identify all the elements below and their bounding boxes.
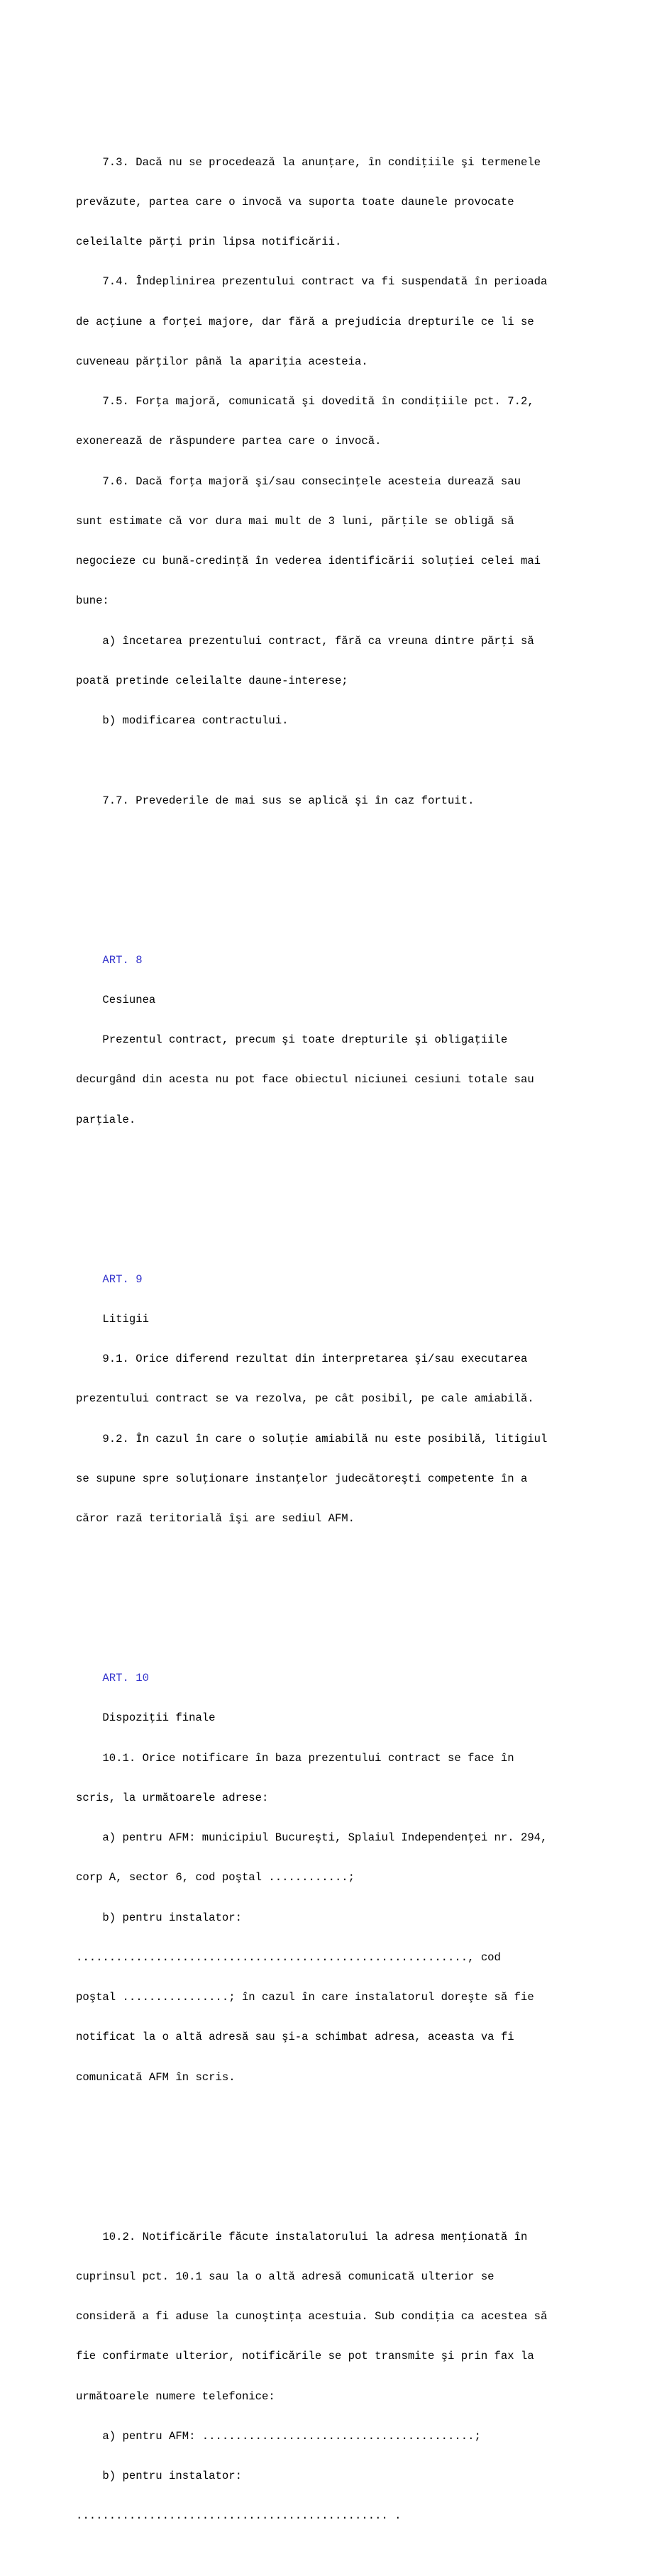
blank-line xyxy=(76,1153,643,1167)
text-line: negocieze cu bună-credinţă în vederea identificării soluţiei celei mai xyxy=(76,555,541,567)
text-line: ............................................... . xyxy=(76,2509,402,2523)
blank-line xyxy=(76,1552,643,1565)
text-line: prevăzute, partea care o invocă va suporta toate daunele provocate xyxy=(76,195,514,209)
text-line: a) pentru AFM: .........................................; xyxy=(76,2429,481,2443)
article-9-title: Litigii xyxy=(76,1312,149,1326)
text-line: Prezentul contract, precum şi toate drepturile şi obligaţiile xyxy=(76,1033,508,1046)
text-line: celeilalte părţi prin lipsa notificării. xyxy=(76,235,342,248)
text-line: a) încetarea prezentului contract, fără ca vreuna dintre părţi să xyxy=(76,634,534,648)
text-line: a) pentru AFM: municipiul Bucureşti, Splaiul Independenţei nr. 294, xyxy=(76,1831,548,1844)
text-line: 10.1. Orice notificare în baza prezentului contract se face în xyxy=(76,1751,514,1765)
text-line: fie confirmate ulterior, notificările se pot transmite şi prin fax la xyxy=(76,2350,534,2363)
text-line: 9.1. Orice diferend rezultat din interpretarea şi/sau executarea xyxy=(76,1353,528,1365)
text-line: poată pretinde celeilalte daune-interese; xyxy=(76,674,348,687)
text-line: sunt estimate că vor dura mai mult de 3 luni, părţile se obligă să xyxy=(76,514,514,528)
text-line: căror rază teritorială îşi are sediul AFM. xyxy=(76,1512,355,1525)
article-8-title: Cesiunea xyxy=(76,993,156,1006)
text-line: b) modificarea contractului. xyxy=(76,714,289,727)
text-line: b) pentru instalator: xyxy=(76,2470,242,2482)
text-line: ..........................................................., cod xyxy=(76,1950,501,1964)
article-9-link[interactable]: ART. 9 xyxy=(76,1272,143,1286)
article-9 xyxy=(76,1246,643,1592)
article-7-continuation xyxy=(76,129,643,874)
text-line: 7.7. Prevederile de mai sus se aplică şi în caz fortuit. xyxy=(76,794,475,807)
text-line: de acţiune a forţei majore, dar fără a prejudicia drepturile ce li se xyxy=(76,315,534,328)
text-line: 10.2. Notificările făcute instalatorului la adresa menţionată în xyxy=(76,2230,528,2243)
text-line: scris, la următoarele adrese: xyxy=(76,1791,269,1804)
text-line: se supune spre soluţionare instanţelor judecătoreşti competente în a xyxy=(76,1472,528,1485)
article-8 xyxy=(76,927,643,1193)
article-10-link[interactable]: ART. 10 xyxy=(76,1672,149,1684)
text-line: consideră a fi aduse la cunoştinţa acestuia. Sub condiţia ca acestea să xyxy=(76,2310,548,2323)
article-10 xyxy=(76,1645,643,2151)
text-line: 7.4. Îndeplinirea prezentului contract va fi suspendată în perioada xyxy=(76,275,548,289)
text-line: 7.6. Dacă forţa majoră şi/sau consecinţele acesteia durează sau xyxy=(76,474,521,488)
text-line: comunicată AFM în scris. xyxy=(76,2070,236,2084)
text-line: poştal ................; în cazul în care instalatorul doreşte să fie xyxy=(76,1991,534,2004)
text-line: notificat la o altă adresă sau şi-a schimbat adresa, aceasta va fi xyxy=(76,2031,514,2044)
text-line: cuveneau părţilor până la apariţia acesteia. xyxy=(76,355,368,368)
text-line: bune: xyxy=(76,594,109,608)
blank-line xyxy=(76,2111,643,2124)
text-line: exonerează de răspundere partea care o invocă. xyxy=(76,435,382,448)
text-line: 9.2. În cazul în care o soluţie amiabilă nu este posibilă, litigiul xyxy=(76,1432,548,1445)
blank-line xyxy=(76,834,643,848)
document-page xyxy=(76,76,643,2576)
text-line: prezentului contract se va rezolva, pe cât posibil, pe cale amiabilă. xyxy=(76,1392,534,1406)
article-10-title: Dispoziţii finale xyxy=(76,1711,216,1725)
text-line: 7.3. Dacă nu se procedează la anunţare, în condiţiile şi termenele xyxy=(76,155,541,169)
section-10-2 xyxy=(76,2204,643,2550)
text-line: următoarele numere telefonice: xyxy=(76,2389,275,2403)
text-line: decurgând din acesta nu pot face obiectul niciunei cesiuni totale sau xyxy=(76,1073,534,1087)
text-line: cuprinsul pct. 10.1 sau la o altă adresă comunicată ulterior se xyxy=(76,2270,494,2283)
article-8-link[interactable]: ART. 8 xyxy=(76,953,143,967)
text-line: b) pentru instalator: xyxy=(76,1911,242,1924)
text-line: 7.5. Forţa majoră, comunicată şi dovedită în condiţiile pct. 7.2, xyxy=(76,395,534,408)
text-line: parţiale. xyxy=(76,1113,136,1126)
blank-line xyxy=(76,754,643,767)
text-line: corp A, sector 6, cod poştal ............; xyxy=(76,1871,355,1884)
